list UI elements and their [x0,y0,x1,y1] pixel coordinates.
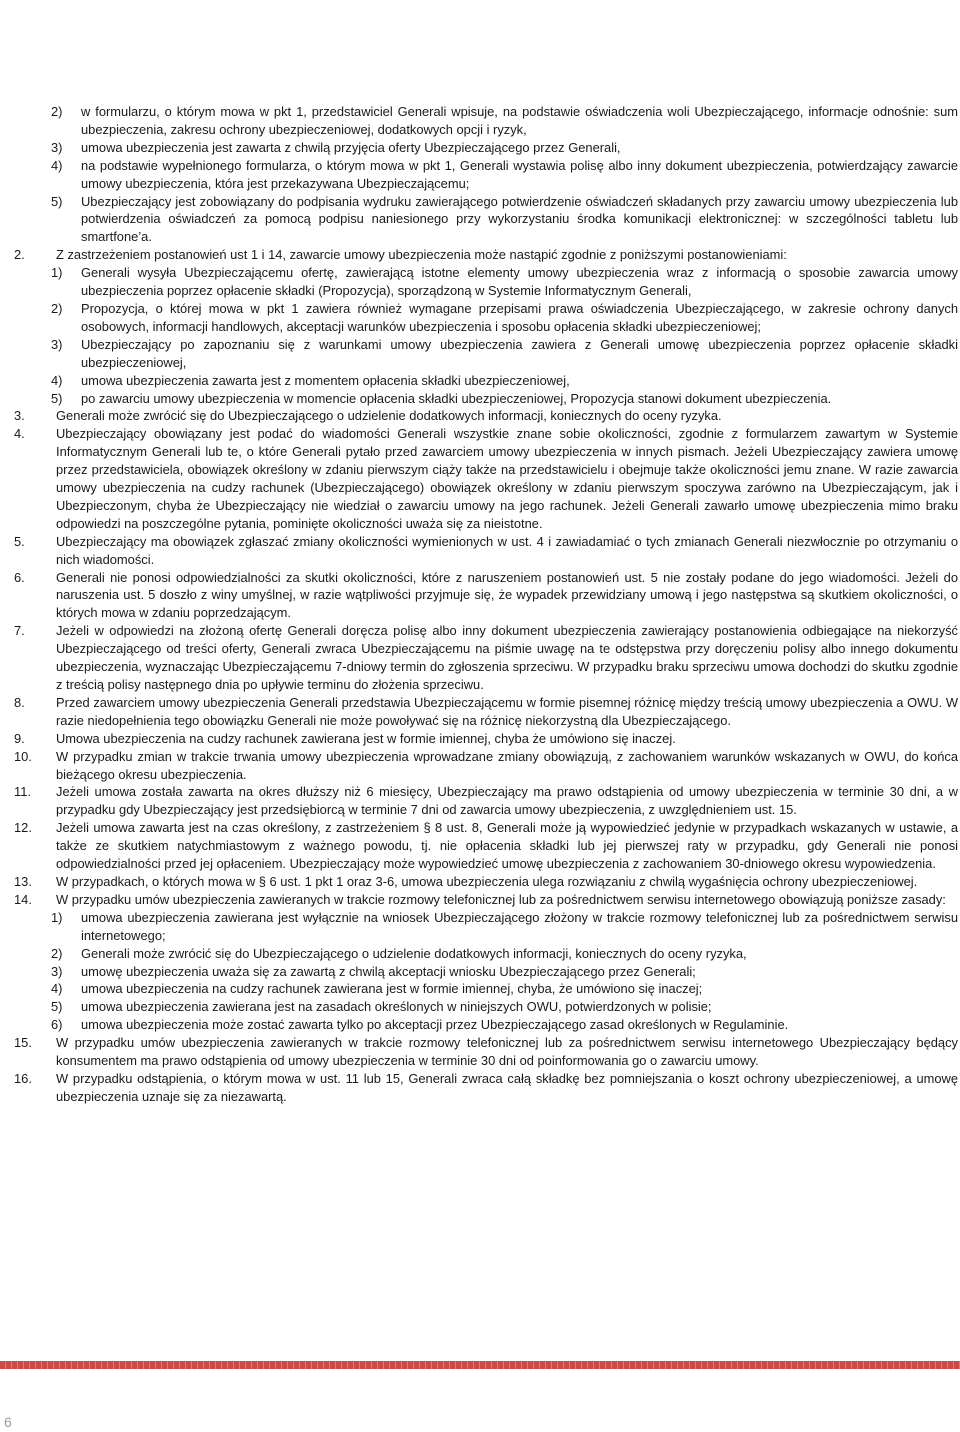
section-number: 3. [14,408,25,424]
section-number: 5. [14,533,25,549]
item-text: umowa ubezpieczenia na cudzy rachunek zawierana jest w formie imiennej, chyba, że umówiono się inaczej; [81,981,703,997]
item-number: 4) [51,981,63,997]
list-item [14,157,960,193]
section-paragraph [14,407,960,425]
item-text: umowę ubezpieczenia uważa się za zawartą z chwilą akceptacji wniosku Ubezpieczającego przez Generali; [81,963,696,979]
section-text: W przypadkach, o których mowa w § 6 ust. 1 pkt 1 oraz 3-6, umowa ubezpieczenia ulega rozwiązaniu z chwilą wygaśnięcia ochrony ubezpieczeniowej. [56,873,918,889]
section-number: 2. [14,247,25,263]
section-text: W przypadku umów ubezpieczenia zawieranych w trakcie rozmowy telefonicznej lub za pośrednictwem serwisu internetowego obowiązują poniższe zasady: [56,891,946,907]
section-number: 13. [14,873,32,889]
list-item [14,103,960,139]
section-text: Jeżeli umowa zawarta jest na czas określony, z zastrzeżeniem § 8 ust. 8, Generali może ją wypowiedzieć jedynie w przypadkach wskazanych w ustawie, a także ze skutkiem natychmiastowym z ważnego powodu, tj. nie opłacenia składki lub jej pierwszej raty w przypadku, gdy Generali nie ponosi odpowiedzialności przed jej opłaceniem. Ubezpieczający może wypowiedzieć umowę ubezpieczenia z zachowaniem 30-dniowego okresu wypowiedzenia. [56,820,958,872]
section-paragraph [14,748,960,784]
section-number: 14. [14,891,32,907]
item-number: 2) [51,945,63,961]
list-item [14,372,960,390]
list-item [14,264,960,300]
section-number: 10. [14,748,32,764]
item-text: umowa ubezpieczenia zawarta jest z momentem opłacenia składki ubezpieczeniowej, [81,372,570,388]
list-item [14,300,960,336]
section-paragraph [14,783,960,819]
section-text: Jeżeli umowa została zawarta na okres dłuższy niż 6 miesięcy, Ubezpieczający ma prawo odstąpienia od umowy ubezpieczenia w terminie 30 dni, a w przypadku gdy Ubezpieczający jest przedsiębiorcą w terminie 7 dni od zawarcia umowy ubezpieczenia, z uwzględnieniem ust. 15. [56,784,958,818]
item-text: po zawarciu umowy ubezpieczenia w momencie opłacenia składki ubezpieczeniowej, Propozycja stanowi dokument ubezpieczenia. [81,390,832,406]
section-paragraph [14,819,960,873]
item-text: umowa ubezpieczenia zawierana jest na zasadach określonych w niniejszych OWU, potwierdzonych w polisie; [81,999,712,1015]
section-number: 9. [14,730,25,746]
section-paragraph [14,246,960,264]
section-paragraph [14,1034,960,1070]
document-body [14,103,960,1106]
section-text: W przypadku zmian w trakcie trwania umowy ubezpieczenia wprowadzane zmiany obowiązują, z zachowaniem warunków wskazanych w OWU, do końca bieżącego okresu ubezpieczenia. [56,748,958,782]
list-item [14,980,960,998]
section-number: 6. [14,569,25,585]
item-text: w formularzu, o którym mowa w pkt 1, przedstawiciel Generali wpisuje, na podstawie oświadczenia woli Ubezpieczającego, informacje odnośnie: sum ubezpieczenia, zakresu ochrony ubezpieczeniowej, dodatkowych opcji i ryzyk, [81,104,958,137]
item-text: Ubezpieczający po zapoznaniu się z warunkami umowy ubezpieczenia zawiera z Generali umowę ubezpieczenia poprzez opłacenie składki ubezpieczeniowej, [81,336,958,370]
section-paragraph [14,622,960,694]
section-paragraph [14,569,960,623]
item-number: 3) [51,336,63,352]
item-number: 4) [51,157,63,173]
item-number: 5) [51,193,63,209]
item-text: umowa ubezpieczenia zawierana jest wyłącznie na wniosek Ubezpieczającego złożony w trakcie rozmowy telefonicznej lub za pośrednictwem serwisu internetowego; [81,909,958,943]
section-number: 12. [14,820,32,836]
page-number: 6 [4,1414,12,1430]
item-text: Generali może zwrócić się do Ubezpieczającego o udzielenie dodatkowych informacji, koniecznych do oceny ryzyka, [81,945,747,961]
item-text: Generali wysyła Ubezpieczającemu ofertę, zawierającą istotne elementy umowy ubezpieczenia wraz z informacją o sposobie zawarcia umowy ubezpieczenia poprzez opłacenie składki (Propozycja), sporządzoną w Systemie Informatycznym Generali, [81,265,958,299]
section-paragraph [14,533,960,569]
section-paragraph [14,873,960,891]
list-item [14,998,960,1016]
section-paragraph [14,730,960,748]
section-text: W przypadku odstąpienia, o którym mowa w ust. 11 lub 15, Generali zwraca całą składkę bez pomniejszania o koszt ochrony ubezpieczeniowej, a umowę ubezpieczenia uznaje się za niezawartą. [56,1070,958,1104]
item-number: 4) [51,372,63,388]
section-text: Ubezpieczający ma obowiązek zgłaszać zmiany okoliczności wymienionych w ust. 4 i zawiadamiać o tych zmianach Generali niezwłocznie po otrzymaniu o nich wiadomości. [56,533,958,567]
section-number: 11. [14,784,31,800]
item-text: umowa ubezpieczenia może zostać zawarta tylko po akceptacji przez Ubezpieczającego zasad określonych w Regulaminie. [81,1017,789,1033]
footer-divider [0,1361,960,1369]
section-text: Z zastrzeżeniem postanowień ust 1 i 14, zawarcie umowy ubezpieczenia może nastąpić zgodnie z poniższymi postanowieniami: [56,247,787,263]
section-number: 16. [14,1070,32,1086]
section-number: 7. [14,623,25,639]
list-item [14,963,960,981]
list-item [14,390,960,408]
section-paragraph [14,1070,960,1106]
item-text: Ubezpieczający jest zobowiązany do podpisania wydruku zawierającego potwierdzenie oświadczeń składanych przy zawarciu umowy ubezpieczenia lub potwierdzenia oświadczeń za pomocą podpisu naniesionego przy wykorzystaniu środka komunikacji elektronicznej: w szczególności tabletu lub smartfone’a. [81,193,958,245]
section-text: Ubezpieczający obowiązany jest podać do wiadomości Generali wszystkie znane sobie okoliczności, zgodnie z formularzem zawartym w Systemie Informatycznym Generali lub te, o które Generali pytało przed zawarciem umowy ubezpieczenia w innych pismach. Jeżeli Ubezpieczający zawiera umowę przez przedstawiciela, obowiązek określony w zdaniu pierwszym ciąży także na przedstawicielu i obejmuje także okoliczności jemu znane. W razie zawarcia umowy ubezpieczenia na cudzy rachunek (Ubezpieczającego) obowiązek określony w zdaniu pierwszym spoczywa zarówno na Ubezpieczającym, jak i Ubezpieczonym, chyba że Ubezpieczający nie wiedział o zawarciu umowy na jego rachunek. Jeżeli Generali zawarło umowę ubezpieczenia mimo braku odpowiedzi na poszczególne pytania, pominięte okoliczności uważa się za nieistotne. [56,426,958,531]
section-text: Jeżeli w odpowiedzi na złożoną ofertę Generali doręcza polisę albo inny dokument ubezpieczenia zawierający postanowienia odbiegające na niekorzyść Ubezpieczającego od treści oferty, Generali zwraca Ubezpieczającemu na piśmie uwagę na te odstępstwa przy doręczeniu polisy albo innego dokumentu ubezpieczenia, wyznaczając Ubezpieczającemu 7-dniowy termin do zgłoszenia sprzeciwu. W przypadku braku sprzeciwu umowa dochodzi do skutku zgodnie z treścią polisy następnego dnia po upływie terminu do złożenia sprzeciwu. [56,623,958,692]
item-number: 2) [51,104,63,119]
item-number: 2) [51,300,63,316]
section-paragraph [14,425,960,532]
section-text: Generali nie ponosi odpowiedzialności za skutki okoliczności, które z naruszeniem postanowień ust. 5 nie zostały podane do jego wiadomości. Jeżeli do naruszenia ust. 5 doszło z winy umyślnej, w razie wątpliwości przyjmuje się, że wypadek przewidziany umową i jego następstwa są skutkiem okoliczności, o których mowa w zdaniu poprzedzającym. [56,569,958,621]
section-paragraph [14,694,960,730]
item-text: na podstawie wypełnionego formularza, o którym mowa w pkt 1, Generali wystawia polisę albo inny dokument ubezpieczenia, potwierdzający zawarcie umowy ubezpieczenia, która jest przekazywana Ubezpieczającemu; [81,157,958,191]
item-text: Propozycja, o której mowa w pkt 1 zawiera również wymagane przepisami prawa oświadczenia Ubezpieczającego, w zakresie ochrony danych osobowych, informacji handlowych, akceptacji warunków ubezpieczenia i sposobu opłacenia składki ubezpieczeniowej; [81,300,958,334]
section-number: 4. [14,426,25,442]
section-number: 8. [14,694,25,710]
item-text: umowa ubezpieczenia jest zawarta z chwilą przyjęcia oferty Ubezpieczającego przez Generali, [81,139,621,155]
list-item [14,1016,960,1034]
list-item [14,139,960,157]
item-number: 3) [51,963,63,979]
item-number: 5) [51,999,63,1015]
item-number: 1) [51,909,63,925]
item-number: 3) [51,139,63,155]
section-text: Umowa ubezpieczenia na cudzy rachunek zawierana jest w formie imiennej, chyba że umówiono się inaczej. [56,730,676,746]
section-number: 15. [14,1035,32,1051]
item-number: 1) [51,265,63,281]
section-paragraph [14,891,960,909]
section-text: Generali może zwrócić się do Ubezpieczającego o udzielenie dodatkowych informacji, koniecznych do oceny ryzyka. [56,408,722,424]
list-item [14,193,960,247]
list-item [14,909,960,945]
section-text: W przypadku umów ubezpieczenia zawieranych w trakcie rozmowy telefonicznej lub za pośrednictwem serwisu internetowego Ubezpieczający będący konsumentem ma prawo odstąpienia od umowy ubezpieczenia w terminie 30 dni od poinformowania go o zawarciu umowy. [56,1035,958,1069]
section-text: Przed zawarciem umowy ubezpieczenia Generali przedstawia Ubezpieczającemu w formie pisemnej różnicę między treścią umowy ubezpieczenia a OWU. W razie niedopełnienia tego obowiązku Generali nie może powoływać się na różnicę niekorzystną dla Ubezpieczającego. [56,694,958,728]
item-number: 5) [51,390,63,406]
list-item [14,336,960,372]
item-number: 6) [51,1017,63,1033]
list-item [14,945,960,963]
